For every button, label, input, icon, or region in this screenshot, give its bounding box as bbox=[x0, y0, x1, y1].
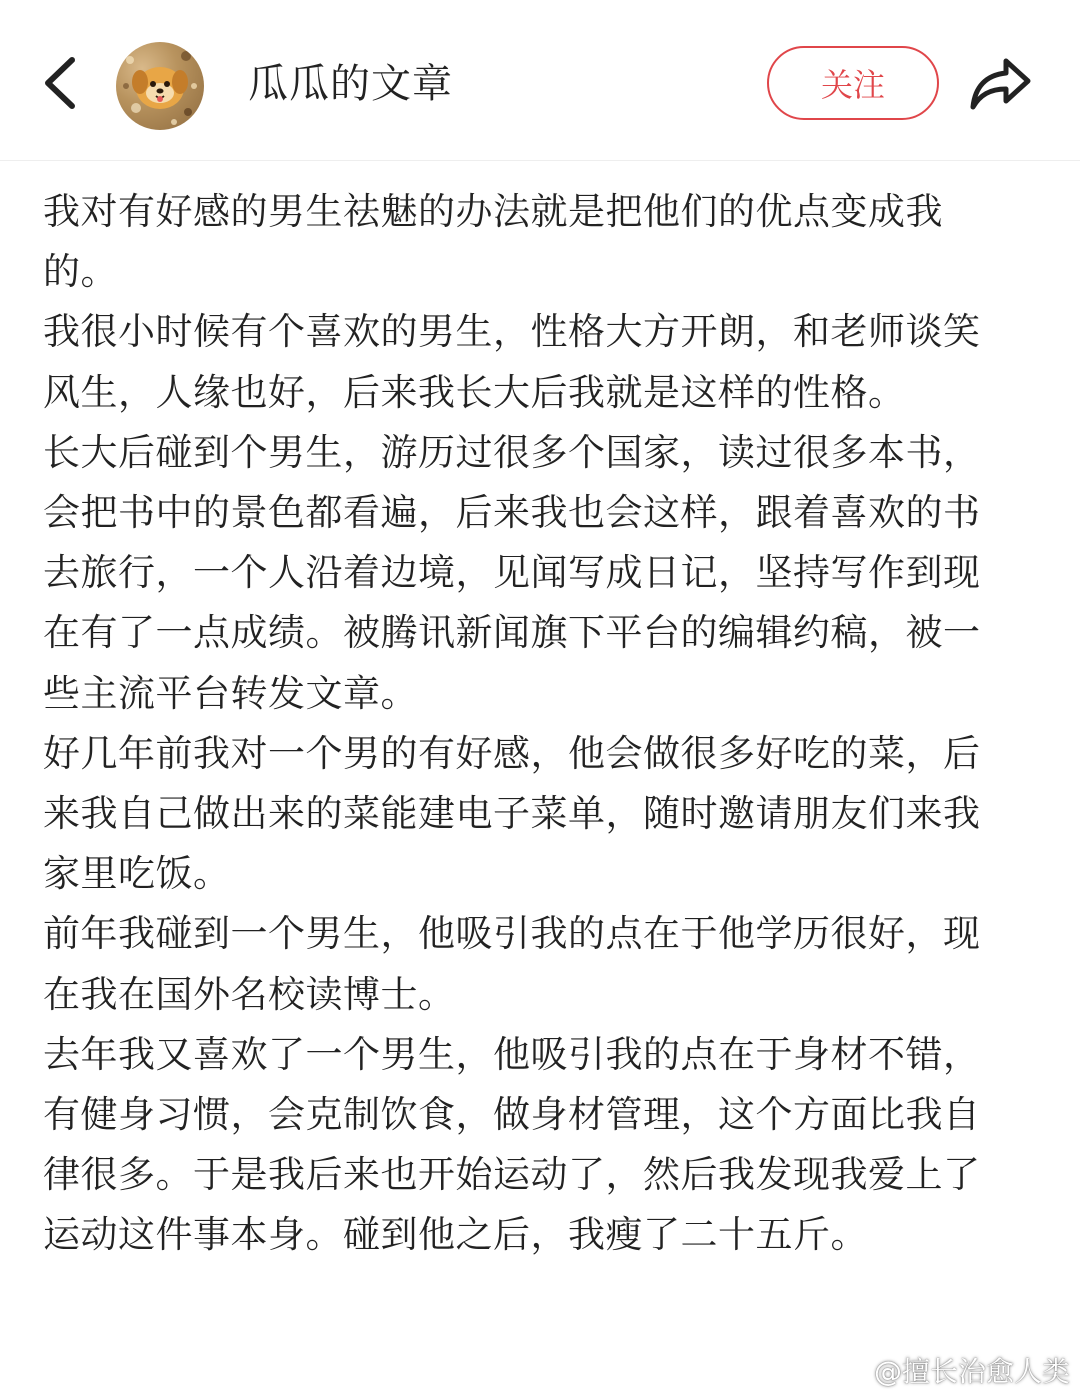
share-arrow-icon bbox=[968, 55, 1034, 111]
article-paragraph: 我很小时候有个喜欢的男生，性格大方开朗，和老师谈笑风生，人缘也好，后来我长大后我就是这样的性格。 bbox=[43, 310, 981, 414]
author-avatar[interactable] bbox=[116, 42, 204, 130]
top-bar bbox=[0, 0, 1080, 161]
watermark-text: @擅长治愈人类 bbox=[874, 1355, 1071, 1388]
article-body bbox=[43, 182, 1003, 1266]
chevron-left-icon bbox=[40, 54, 80, 112]
share-button[interactable] bbox=[966, 50, 1036, 116]
article-paragraph: 前年我碰到一个男生，他吸引我的点在于他学历很好，现在我在国外名校读博士。 bbox=[43, 912, 981, 1016]
author-name[interactable]: 瓜瓜的文章 bbox=[248, 61, 453, 107]
back-button[interactable] bbox=[30, 50, 90, 116]
follow-button[interactable]: 关注 bbox=[767, 46, 939, 120]
article-paragraph: 好几年前我对一个男的有好感，他会做很多好吃的菜，后来我自己做出来的菜能建电子菜单，随时邀请朋友们来我家里吃饭。 bbox=[43, 731, 981, 896]
weibo-logo-icon bbox=[836, 1356, 870, 1388]
article-paragraph: 长大后碰到个男生，游历过很多个国家，读过很多本书，会把书中的景色都看遍，后来我也会这样，跟着喜欢的书去旅行，一个人沿着边境，见闻写成日记，坚持写作到现在有了一点成绩。被腾讯新闻旗下平台的编辑约稿，被一些主流平台转发文章。 bbox=[43, 430, 981, 715]
dog-avatar-icon bbox=[116, 42, 204, 130]
article-paragraph: 去年我又喜欢了一个男生，他吸引我的点在于身材不错，有健身习惯，会克制饮食，做身材管理，这个方面比我自律很多。于是我后来也开始运动了，然后我发现我爱上了运动这件事本身。碰到他之后，我瘦了二十五斤。 bbox=[43, 1032, 981, 1257]
article-paragraph: 我对有好感的男生祛魅的办法就是把他们的优点变成我的。 bbox=[43, 190, 943, 294]
